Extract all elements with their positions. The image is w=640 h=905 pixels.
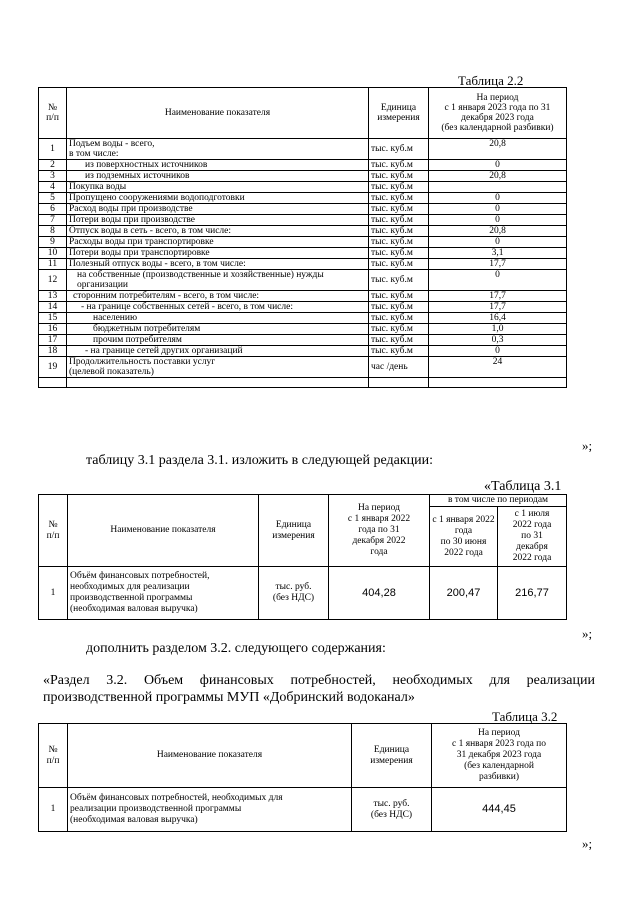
row-unit: тыс. куб.м <box>369 259 429 270</box>
row-value: 0 <box>429 204 567 215</box>
row-number: 17 <box>39 335 67 346</box>
t31-row-h1: 200,47 <box>430 567 498 620</box>
row-name: - на границе сетей других организаций <box>67 346 369 357</box>
table-row <box>39 291 567 302</box>
row-value: 20,8 <box>429 171 567 182</box>
row-unit: тыс. куб.м <box>369 248 429 259</box>
row-unit: тыс. куб.м <box>369 302 429 313</box>
t31-header-num: № п/п <box>39 495 68 567</box>
row-name: Потери воды при производстве <box>67 215 369 226</box>
row-value: 24 <box>429 357 567 378</box>
row-number: 18 <box>39 346 67 357</box>
row-unit: тыс. куб.м <box>369 160 429 171</box>
table-2-2 <box>38 87 567 388</box>
paragraph-table31-intro: таблицу 3.1 раздела 3.1. изложить в следующей редакции: <box>86 453 434 468</box>
row-unit: тыс. куб.м <box>369 324 429 335</box>
t31-header-name: Наименование показателя <box>68 495 259 567</box>
table-row <box>39 226 567 237</box>
row-unit: тыс. куб.м <box>369 270 429 291</box>
row-number: 13 <box>39 291 67 302</box>
row-value: 0 <box>429 237 567 248</box>
table-3-2 <box>38 723 567 832</box>
row-number: 16 <box>39 324 67 335</box>
section-32-heading: «Раздел 3.2. Объем финансовых потребностей, необходимых для реализации производственной программы МУП «Добринский водоканал» <box>43 673 595 705</box>
row-value: 20,8 <box>429 226 567 237</box>
row-value: 0 <box>429 193 567 204</box>
table-row <box>39 237 567 248</box>
table-row <box>39 160 567 171</box>
row-name: прочим потребителям <box>67 335 369 346</box>
table31-caption: «Таблица 3.1 <box>484 479 562 494</box>
row-value: 0 <box>429 346 567 357</box>
table-row <box>39 324 567 335</box>
table-row <box>39 302 567 313</box>
row-number: 9 <box>39 237 67 248</box>
col-header-num: № п/п <box>39 88 67 139</box>
row-name: Пропущено сооружениями водоподготовки <box>67 193 369 204</box>
table-row <box>39 270 567 291</box>
row-number: 5 <box>39 193 67 204</box>
row-number: 7 <box>39 215 67 226</box>
row-name: сторонним потребителям - всего, в том числе: <box>67 291 369 302</box>
row-name: из подземных источников <box>67 171 369 182</box>
t31-row-total: 404,28 <box>329 567 430 620</box>
row-value: 0 <box>429 270 567 291</box>
table-row <box>39 193 567 204</box>
t31-row-name: Объём финансовых потребностей, необходимых для реализации производственной программы (необходимая валовая выручка) <box>68 567 259 620</box>
row-unit: тыс. куб.м <box>369 237 429 248</box>
row-name: Полезный отпуск воды - всего, в том числе: <box>67 259 369 270</box>
row-name: Отпуск воды в сеть - всего, в том числе: <box>67 226 369 237</box>
t31-header-sub1: с 1 января 2022 года по 30 июня 2022 года <box>430 507 498 567</box>
row-name: Подъем воды - всего, в том числе: <box>67 139 369 160</box>
t31-header-period: На период с 1 января 2022 года по 31 декабря 2022 года <box>329 495 430 567</box>
row-number: 1 <box>39 139 67 160</box>
table-row <box>39 335 567 346</box>
row-unit: тыс. куб.м <box>369 193 429 204</box>
table22-closing: »; <box>582 438 593 453</box>
row-name: Покупка воды <box>67 182 369 193</box>
row-value: 0 <box>429 215 567 226</box>
table32-caption: Таблица 3.2 <box>492 709 558 724</box>
table-row <box>39 248 567 259</box>
row-unit: тыс. куб.м <box>369 215 429 226</box>
t32-row-num: 1 <box>39 788 68 832</box>
row-value: 17,7 <box>429 259 567 270</box>
row-unit: тыс. куб.м <box>369 204 429 215</box>
paragraph-section32-intro: дополнить разделом 3.2. следующего содержания: <box>86 641 386 656</box>
col-header-unit: Единица измерения <box>369 88 429 139</box>
row-name: из поверхностных источников <box>67 160 369 171</box>
table-row <box>39 182 567 193</box>
table-row <box>39 346 567 357</box>
row-value: 0,3 <box>429 335 567 346</box>
table-row <box>39 313 567 324</box>
row-unit: час /день <box>369 357 429 378</box>
row-name: Расход воды при производстве <box>67 204 369 215</box>
row-unit: тыс. куб.м <box>369 171 429 182</box>
t32-row-unit: тыс. руб. (без НДС) <box>352 788 432 832</box>
row-name: - на границе собственных сетей - всего, в том числе: <box>67 302 369 313</box>
row-value: 20,8 <box>429 139 567 160</box>
row-unit: тыс. куб.м <box>369 291 429 302</box>
row-value: 17,7 <box>429 302 567 313</box>
col-header-name: Наименование показателя <box>67 88 369 139</box>
row-unit: тыс. куб.м <box>369 182 429 193</box>
t32-header-name: Наименование показателя <box>68 724 352 788</box>
row-value <box>429 182 567 193</box>
t31-header-unit: Единица измерения <box>259 495 329 567</box>
t32-header-unit: Единица измерения <box>352 724 432 788</box>
t32-row-value: 444,45 <box>432 788 567 832</box>
row-name: населению <box>67 313 369 324</box>
col-header-period: На период с 1 января 2023 года по 31 декабря 2023 года (без календарной разбивки) <box>429 88 567 139</box>
row-name: Расходы воды при транспортировке <box>67 237 369 248</box>
t31-header-group: в том числе по периодам <box>430 495 567 507</box>
row-value: 16,4 <box>429 313 567 324</box>
empty-row <box>39 378 567 388</box>
row-number: 15 <box>39 313 67 324</box>
row-unit: тыс. куб.м <box>369 226 429 237</box>
row-unit: тыс. куб.м <box>369 313 429 324</box>
t32-header-period: На период с 1 января 2023 года по 31 декабря 2023 года (без календарной разбивки) <box>432 724 567 788</box>
row-unit: тыс. куб.м <box>369 346 429 357</box>
row-number: 8 <box>39 226 67 237</box>
row-number: 11 <box>39 259 67 270</box>
row-unit: тыс. куб.м <box>369 139 429 160</box>
row-name: на собственные (производственные и хозяйственные) нужды организации <box>67 270 369 291</box>
row-number: 19 <box>39 357 67 378</box>
row-name: Продолжительность поставки услуг (целевой показатель) <box>67 357 369 378</box>
row-value: 17,7 <box>429 291 567 302</box>
t32-header-num: № п/п <box>39 724 68 788</box>
row-number: 6 <box>39 204 67 215</box>
row-number: 12 <box>39 270 67 291</box>
row-value: 1,0 <box>429 324 567 335</box>
row-number: 10 <box>39 248 67 259</box>
table-row <box>39 139 567 160</box>
row-number: 14 <box>39 302 67 313</box>
row-unit: тыс. куб.м <box>369 335 429 346</box>
row-number: 4 <box>39 182 67 193</box>
table-row <box>39 171 567 182</box>
t32-row-name: Объём финансовых потребностей, необходимых для реализации производственной программы (необходимая валовая выручка) <box>68 788 352 832</box>
row-name: бюджетным потребителям <box>67 324 369 335</box>
table31-closing: »; <box>582 626 593 641</box>
t31-row-h2: 216,77 <box>498 567 567 620</box>
table22-caption: Таблица 2.2 <box>458 73 524 88</box>
row-value: 3,1 <box>429 248 567 259</box>
table-row <box>39 204 567 215</box>
row-name: Потери воды при транспортировке <box>67 248 369 259</box>
table-row <box>39 357 567 378</box>
table-row <box>39 259 567 270</box>
row-number: 3 <box>39 171 67 182</box>
t31-header-sub2: с 1 июля 2022 года по 31 декабря 2022 года <box>498 507 567 567</box>
t31-row-unit: тыс. руб. (без НДС) <box>259 567 329 620</box>
table32-closing: »; <box>582 836 593 851</box>
row-number: 2 <box>39 160 67 171</box>
t31-row-num: 1 <box>39 567 68 620</box>
row-value: 0 <box>429 160 567 171</box>
table-3-1 <box>38 494 567 620</box>
table-row <box>39 215 567 226</box>
